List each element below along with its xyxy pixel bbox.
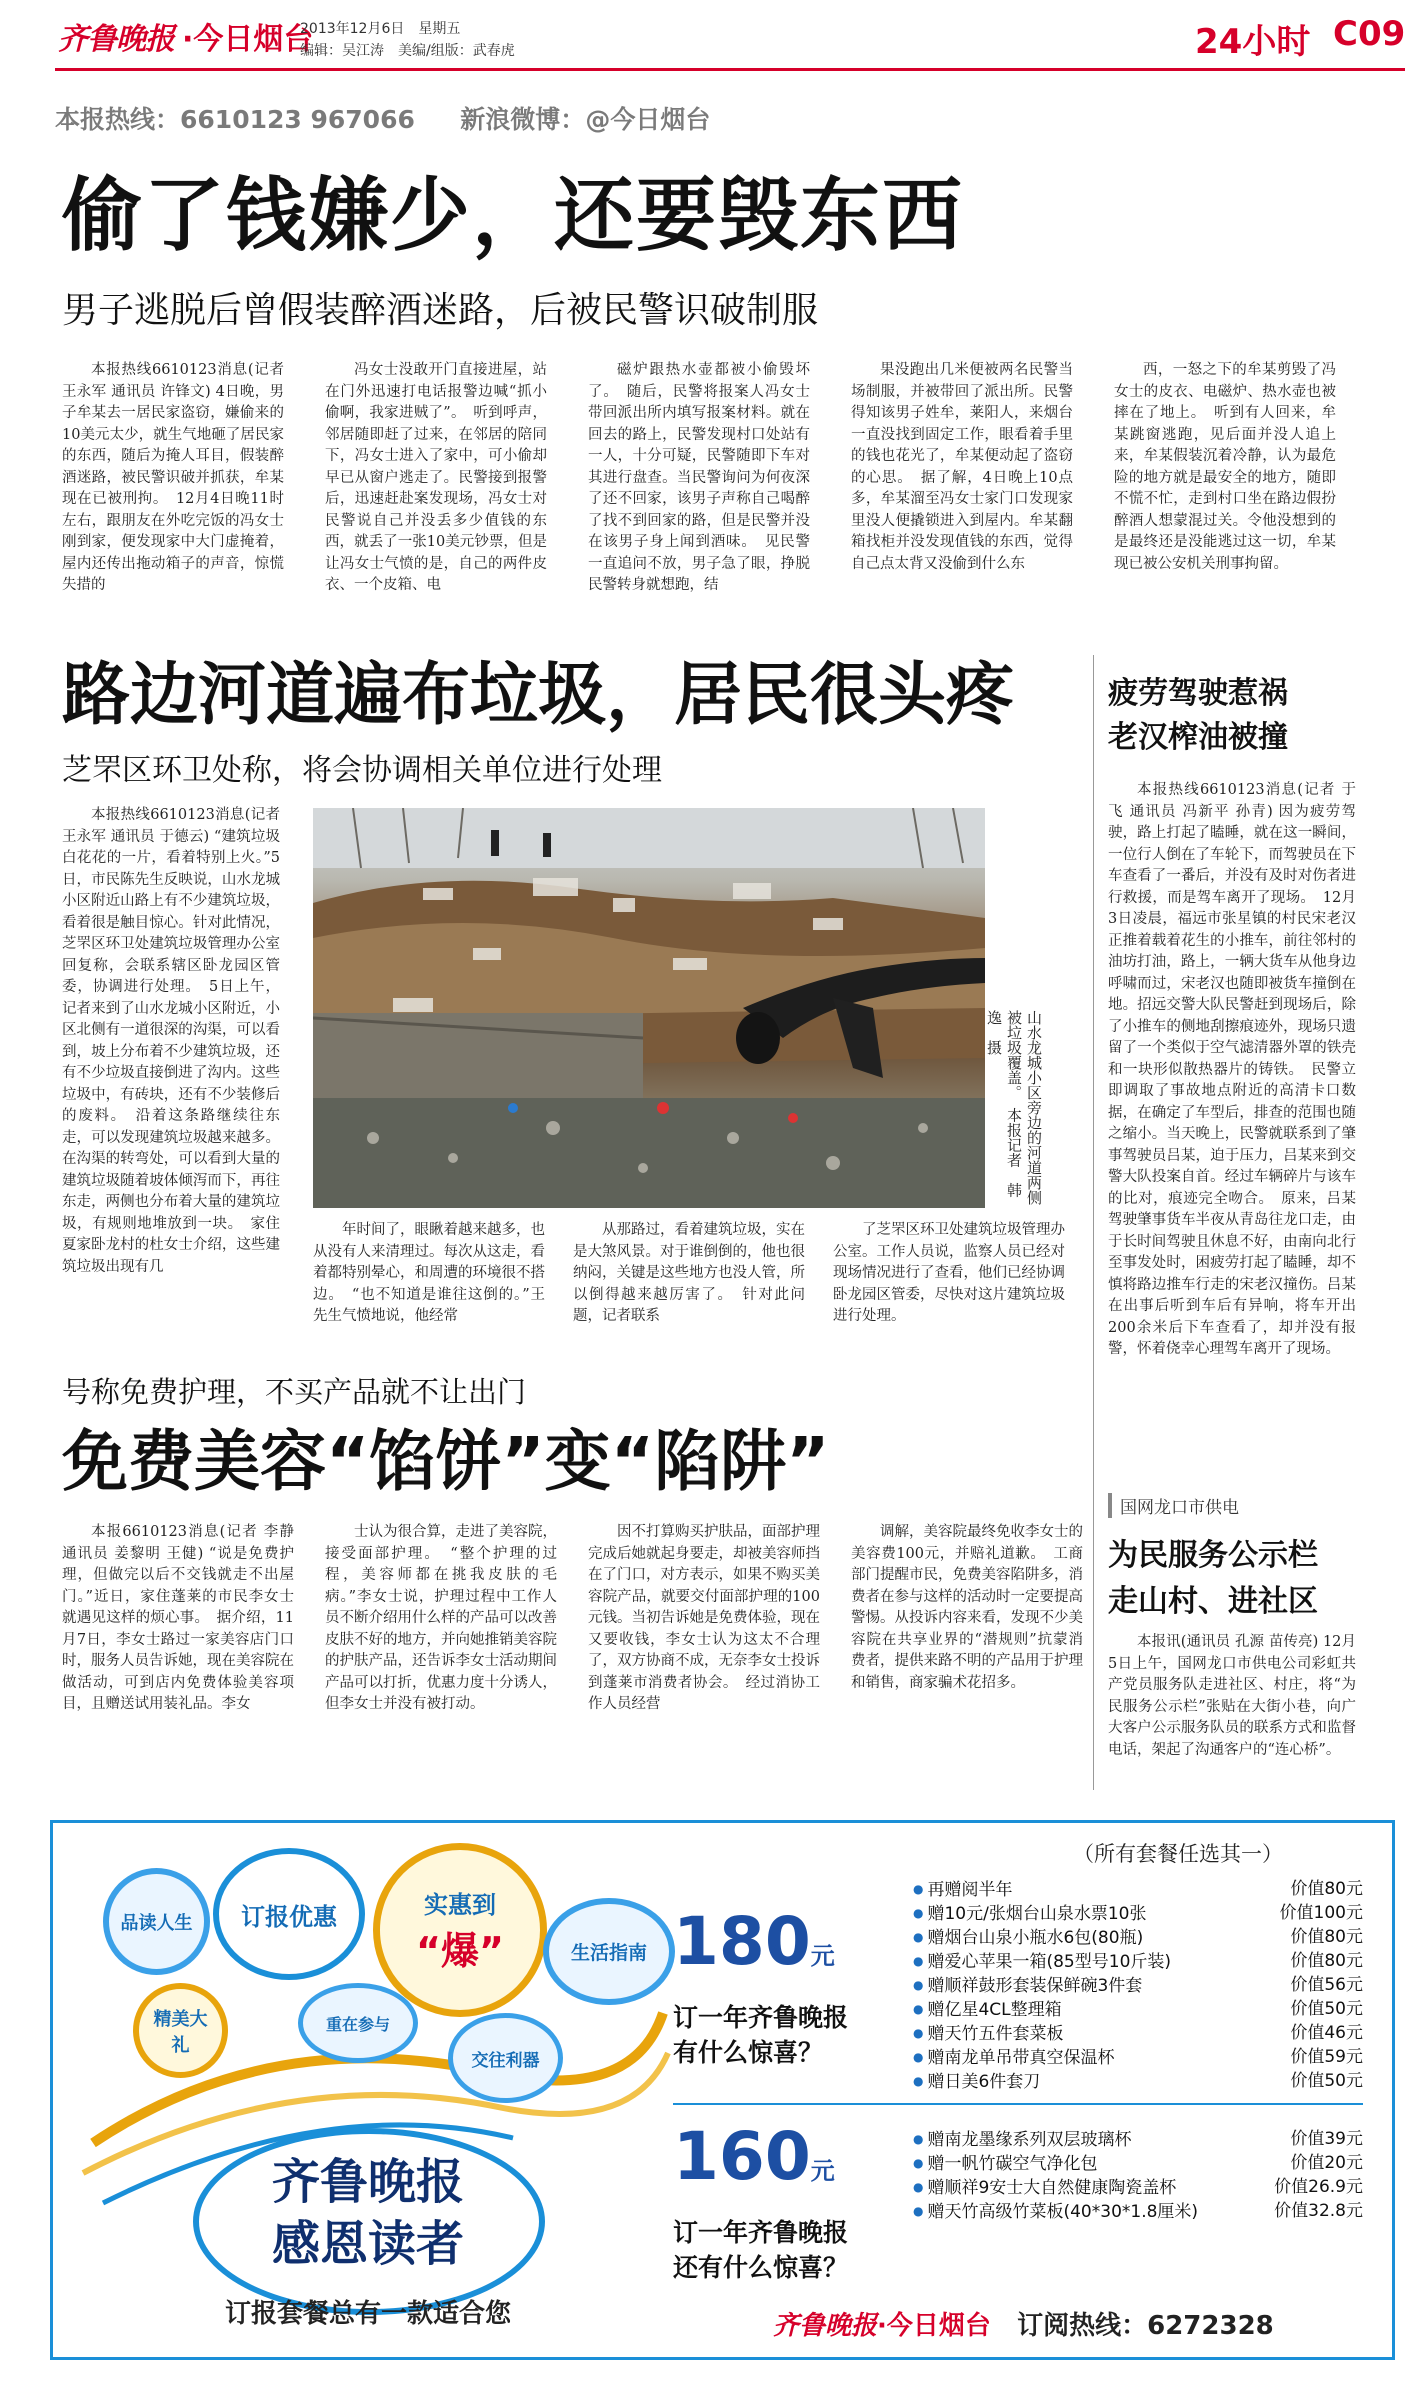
story3-col-2-text: 士认为很合算，走进了美容院，接受面部护理。 “整个护理的过程，美容师都在挑我皮肤的毛病。”李女士说，护理过程中工作人员不断介绍用什么样的产品可以改善皮肤不好的地方，并向她推销美容院的护肤产品，还告诉李女士活动期间产品可以打折，优惠力度十分诱人，但李女士并没有被打动。 (325, 1524, 557, 1712)
story3-col-3-text: 因不打算购买护肤品，面部护理完成后她就起身要走，却被美容师挡在了门口，对方表示，如果不购买美容院产品，就要交付面部护理的100元钱。当初告诉她是免费体验，现在又要收钱，李女士认为这太不合理了，双方协商不成，无奈李女士投诉到蓬莱市消费者协会。 经过消协工作人员经营 (588, 1524, 820, 1712)
story1-col-4 (851, 360, 1073, 635)
offer1-item (913, 1950, 1363, 1974)
offer1-item-label: ● 赠烟台山泉小瓶水6包(80瓶) (913, 1926, 1143, 1950)
story4-headline-2: 老汉榨油被撞 (1108, 720, 1288, 755)
story5-source-tag (1108, 1493, 1239, 1518)
offer1-item (913, 2022, 1363, 2046)
offer2-item (913, 2200, 1363, 2224)
story2-photo-caption: 山水龙城小区旁边的河道两侧被垃圾覆盖。 本报记者 韩逸 摄 (985, 1010, 1043, 1205)
ad-choice-note: （所有套餐任选其一） (1073, 1842, 1283, 1866)
offer1-item (913, 2070, 1363, 2094)
ad-big-line1: 齐鲁晚报 (271, 2154, 464, 2210)
story2-col1 (62, 805, 280, 1350)
ad-footer (773, 2305, 1274, 2342)
story5-headline-1: 为民服务公示栏 (1108, 1538, 1318, 1573)
masthead-section: ·今日烟台 (182, 22, 314, 57)
offer1-item-label: ● 赠天竹五件套菜板 (913, 2022, 1063, 2046)
offer2-item-label: ● 赠顺祥9安士大自然健康陶瓷盖杯 (913, 2176, 1176, 2200)
offer2-item-label: ● 赠天竹高级竹菜板(40*30*1.8厘米) (913, 2200, 1198, 2224)
ad-tagline: 订报套餐总有一款适合您 (224, 2299, 511, 2329)
ad-illustration (73, 1843, 673, 2343)
offer1-item-value: 价值59元 (1290, 2047, 1363, 2067)
ad-divider (673, 2103, 1363, 2105)
offer1-item-value: 价值80元 (1290, 1879, 1363, 1899)
offer1-item-label: ● 赠日美6件套刀 (913, 2070, 1040, 2094)
story5-source: 国网龙口市供电 (1120, 1498, 1239, 1518)
ad-footer-hotline-label: 订阅热线： (1017, 2311, 1148, 2341)
offer2-price-value: 160 (673, 2118, 811, 2195)
story3-kicker: 号称免费护理，不买产品就不让出门 (62, 1375, 527, 1409)
story1-col-5-text: 西，一怒之下的牟某剪毁了冯女士的皮衣、电磁炉、热水壶也被摔在了地上。 听到有人回来，牟某跳窗逃跑，见后面并没人追上来，牟某假装沉着冷静，认为最危险的地方就是最安全的地方，随即不慌不忙，走到村口坐在路边假扮醉酒人想蒙混过关。令他没想到的是最终还是没能逃过这一切，牟某现已被公安机关刑事拘留。 (1114, 362, 1336, 572)
offer1-item (913, 1902, 1363, 1926)
bubble-gift: 精美大礼 (133, 1983, 228, 2078)
offer1-price-unit: 元 (810, 1942, 835, 1970)
story4-body (1108, 780, 1356, 1460)
hotline-label: 本报热线： (55, 105, 181, 134)
offer1-price-value: 180 (673, 1903, 811, 1980)
offer1-item-label: ● 赠爱心苹果一箱(85型号10斤装) (913, 1950, 1171, 1974)
offer2-item (913, 2152, 1363, 2176)
story3-col-1 (62, 1522, 294, 1797)
section-right: 24小时 (1195, 22, 1311, 62)
story4-headline-1: 疲劳驾驶惹祸 (1108, 676, 1288, 711)
story1-col-5 (1114, 360, 1336, 635)
offer2-line1: 订一年齐鲁晚报 (673, 2218, 849, 2247)
bubble-boom (373, 1843, 547, 2017)
bubble-read-life: 品读人生 (103, 1868, 210, 1975)
offer1-item-label: ● 赠顺祥鼓形套装保鲜碗3件套 (913, 1974, 1142, 1998)
offer1-item (913, 1926, 1363, 1950)
ad-footer-hotline: 6272328 (1147, 2311, 1274, 2341)
bubble-social: 交往利器 (448, 2013, 563, 2103)
story2-col-2 (573, 1220, 805, 1360)
offer1-price (673, 1903, 835, 1980)
offer1-item (913, 1998, 1363, 2022)
story3-col-2 (325, 1522, 557, 1797)
offer2-price (673, 2118, 835, 2195)
ad-footer-logo: 齐鲁晚报 (773, 2311, 878, 2341)
offer1-item-value: 价值56元 (1290, 1975, 1363, 1995)
masthead-logo: 齐鲁晚报 (58, 22, 174, 57)
story1-col-3 (588, 360, 810, 635)
story5-headline-2: 走山村、进社区 (1108, 1584, 1318, 1619)
story5-text: 本报讯(通讯员 孔源 苗传亮) 12月5日上午，国网龙口市供电公司彩虹共产党员服务队走进社区、村庄，将“为民服务公示栏”张贴在大街小巷，向广大客户公示服务队员的联系方式和监督电话，架起了沟通客户的“连心桥”。 (1108, 1634, 1356, 1758)
offer1-item-value: 价值80元 (1290, 1927, 1363, 1947)
offer2-item-value: 价值26.9元 (1274, 2177, 1363, 2197)
offer1-item (913, 1878, 1363, 1902)
offer1-item-value: 价值80元 (1290, 1951, 1363, 1971)
offer2-item-value: 价值39元 (1290, 2129, 1363, 2149)
weibo-handle: @今日烟台 (585, 105, 711, 134)
offer2-price-unit: 元 (810, 2157, 835, 2185)
story3-col-3 (588, 1522, 820, 1797)
story2-subhead: 芝罘区环卫处称，将会协调相关单位进行处理 (62, 753, 662, 788)
offer2-item-value: 价值20元 (1290, 2153, 1363, 2173)
offer1-item-value: 价值50元 (1290, 2071, 1363, 2091)
offer2-line2: 还有什么惊喜？ (673, 2253, 849, 2282)
story1-subhead: 男子逃脱后曾假装醉酒迷路，后被民警识破制服 (62, 290, 819, 331)
story4-text: 本报热线6610123消息(记者 于飞 通讯员 冯新平 孙青) 因为疲劳驾驶，路上打起了瞌睡，就在这一瞬间，一位行人倒在了车轮下，而驾驶员在下车查看了一番后，并没有及时对伤者进行救援，而是驾车离开了现场。 12月3日凌晨，福远市张星镇的村民宋老汉正推着载着花生的小推车，前往邻村的油坊打油，路上，一辆大货车从他身边呼啸而过，宋老汉也随即被货车撞倒在地。招远交警大队民警赶到现场后，除了小推车的侧地刮擦痕迹外，现场只遗留了一个类似于空气滤清器外罩的铁壳和一块形似散热器片的铸铁。 民警立即调取了事故地点附近的高清卡口数据，在确定了车型后，排查的范围也随之缩小。当天晚上，民警就联系到了肇事驾驶员吕某，迫于压力，吕某来到交警大队投案自首。经过车辆碎片与该车的比对，痕迹完全吻合。 原来，吕某驾驶肇事货车半夜从青岛往龙口走，由于长时间驾驶且休息不好，由南向北行至事发处时，困疲劳打起了瞌睡，却不慎将路边推车行走的宋老汉撞伤。吕某在出事后听到车后有异响，将车开出200余米后下车查看了，却并没有报警，怀着侥幸心理驾车离开了现场。 (1108, 782, 1356, 1357)
editor-line: 编辑：吴江涛 美编/组版：武春虎 (300, 43, 515, 59)
offer1-item-label: ● 赠南龙单吊带真空保温杯 (913, 2046, 1114, 2070)
story2-col-3 (833, 1220, 1065, 1360)
river-trash-photo (313, 808, 985, 1208)
offer2-item-value: 价值32.8元 (1274, 2201, 1363, 2221)
story3-col-4 (851, 1522, 1083, 1797)
offer1-item-value: 价值100元 (1279, 1903, 1363, 1923)
hotline-numbers: 6610123 967066 (180, 105, 415, 134)
story2-headline: 路边河道遍布垃圾，居民很头疼 (62, 656, 1015, 735)
story2-photo (313, 808, 985, 1208)
story1-col-1 (62, 360, 284, 635)
hotline-bar (55, 100, 710, 136)
weibo-label: 新浪微博： (460, 105, 586, 134)
bubble-boom-2: “爆” (416, 1929, 504, 1973)
bubble-discount: 订报优惠 (213, 1848, 365, 1980)
offer1-line2: 有什么惊喜？ (673, 2038, 824, 2067)
offer2-item-label: ● 赠南龙墨缘系列双层玻璃杯 (913, 2128, 1131, 2152)
bubble-life-guide: 生活指南 (543, 1898, 675, 2005)
ad-footer-section: ·今日烟台 (877, 2311, 991, 2341)
story2-col-2-text: 从那路过，看着建筑垃圾，实在是大煞风景。对于谁倒倒的，他也很纳闷，关键是这些地方也没人管，所以倒得越来越厉害了。 针对此问题，记者联系 (573, 1222, 805, 1324)
offer1-item-label: ● 赠10元/张烟台山泉水票10张 (913, 1902, 1146, 1926)
offer2-item (913, 2128, 1363, 2152)
story2-col-1 (313, 1220, 545, 1360)
story1-headline: 偷了钱嫌少，还要毁东西 (62, 169, 964, 262)
offer1-item-value: 价值46元 (1290, 2023, 1363, 2043)
offer1-list (913, 1878, 1363, 2094)
ad-big-line2: 感恩读者 (271, 2216, 464, 2272)
offer1-item-label: ● 再赠阅半年 (913, 1878, 1012, 1902)
bubble-participate: 重在参与 (298, 1983, 418, 2063)
story1-col-1-text: 本报热线6610123消息(记者 王永军 通讯员 许锋文) 4日晚，男子牟某去一居民家盗窃，嫌偷来的10美元太少，就生气地砸了居民家的东西，随后为掩人耳目，假装醉酒迷路，被民警识破并抓获，牟某现在已被刑拘。 12月4日晚11时左右，跟朋友在外吃完饭的冯女士刚到家，便发现家中大门虚掩着，屋内还传出拖动箱子的声音，惊慌失措的 (62, 362, 284, 593)
story1-col-3-text: 磁炉跟热水壶都被小偷毁坏了。 随后，民警将报案人冯女士带回派出所内填写报案材料。就在回去的路上，民警发现村口处站有一人，十分可疑，民警随即下车对其进行盘查。当民警询问为何夜深了还不回家，该男子声称自己喝醉了找不到回家的路，但是民警并没在该男子身上闻到酒味。 见民警一直追问不放，男子急了眼，挣脱民警转身就想跑，结 (588, 362, 810, 593)
story2-col-3-text: 了芝罘区环卫处建筑垃圾管理办公室。工作人员说，监察人员已经对现场情况进行了查看，他们已经协调卧龙园区管委，尽快对这片建筑垃圾进行处理。 (833, 1222, 1065, 1324)
offer2-item (913, 2176, 1363, 2200)
story3-headline: 免费美容“馅饼”变“陷阱” (62, 1423, 830, 1500)
offer2-list (913, 2128, 1363, 2224)
masthead (0, 0, 1417, 68)
story5-body (1108, 1632, 1356, 1777)
story1-col-2-text: 冯女士没敢开门直接进屋，站在门外迅速打电话报警边喊“抓小偷啊，我家进贼了”。 听到呼声，邻居随即赶了过来，在邻居的陪同下，冯女士进入了家中，可小偷却早已从窗户逃走了。民警接到报警后，迅速赶赴案发现场，冯女士对民警说自己并没丢多少值钱的东西，就丢了一张10美元钞票，但是让冯女士气愤的是，自己的两件皮衣、一个皮箱、电 (325, 362, 547, 593)
offer1-item-value: 价值50元 (1290, 1999, 1363, 2019)
date-line: 2013年12月6日 星期五 (300, 21, 461, 37)
offer2-item-label: ● 赠一帆竹碳空气净化包 (913, 2152, 1097, 2176)
subscription-ad (50, 1820, 1395, 2360)
offer1-line1: 订一年齐鲁晚报 (673, 2003, 849, 2032)
offer1-item (913, 1974, 1363, 1998)
page-number: C09 (1333, 14, 1406, 54)
story2-col1-text: 本报热线6610123消息(记者 王永军 通讯员 于德云) “建筑垃圾白花花的一片，看着特别上火。”5日，市民陈先生反映说，山水龙城小区附近山路上有不少建筑垃圾，看着很是触目惊心。针对此情况，芝罘区环卫处建筑垃圾管理办公室回复称，会联系辖区卧龙园区管委，协调进行处理。 5日上午，记者来到了山水龙城小区附近，小区北侧有一道很深的沟渠，可以看到，坡上分布着不少建筑垃圾，还有不少垃圾直接倒进了沟内。这些垃圾中，有砖块，还有不少装修后的废料。 沿着这条路继续往东走，可以发现建筑垃圾越来越多。在沟渠的转弯处，可以看到大量的建筑垃圾随着坡体倾泻而下，再往东走，两侧也分布着大量的建筑垃圾，有规则地堆放到一块。 家住夏家卧龙村的杜女士介绍，这些建筑垃圾出现有几 (62, 807, 280, 1275)
right-column-divider (1093, 655, 1094, 1790)
bubble-boom-1: 实惠到 (424, 1891, 496, 1919)
story3-col-1-text: 本报6610123消息(记者 李静 通讯员 姜黎明 王健) “说是免费护理，但做完以后不交钱就走不出屋门。”近日，家住蓬莱的市民李女士就遇见这样的烦心事。 据介绍，11月7日，李女士路过一家美容店门口时，服务人员告诉她，现在美容院在做活动，可到店内免费体验美容项目，且赠送试用装礼品。李女 (62, 1524, 294, 1712)
story3-col-4-text: 调解，美容院最终免收李女士的美容费100元，并赔礼道歉。 工商部门提醒市民，免费美容陷阱多，消费者在参与这样的活动时一定要提高警惕。从投诉内容来看，发现不少美容院在共享业界的“潜规则”抗蒙消费者，提供来路不明的产品用于护理和销售，商家骗术花招多。 (851, 1524, 1083, 1691)
offer1-item (913, 2046, 1363, 2070)
story1-col-4-text: 果没跑出几米便被两名民警当场制服，并被带回了派出所。民警得知该男子姓牟，莱阳人，来烟台一直没找到固定工作，眼看着手里的钱也花光了，牟某便动起了盗窃的心思。 据了解，4日晚上10点多，牟某溜至冯女士家门口发现家里没人便撬锁进入到屋内。牟某翻箱找柜并没发现值钱的东西，觉得自己点太背又没偷到什么东 (851, 362, 1073, 572)
story1-col-2 (325, 360, 547, 635)
masthead-rule (55, 68, 1405, 71)
offer1-item-label: ● 赠亿星4CL整理箱 (913, 1998, 1062, 2022)
story2-col-1-text: 年时间了，眼瞅着越来越多，也从没有人来清理过。每次从这走，看着都特别晕心，和周遭的环境很不搭边。 “也不知道是谁往这倒的。”王先生气愤地说，他经常 (313, 1222, 545, 1324)
